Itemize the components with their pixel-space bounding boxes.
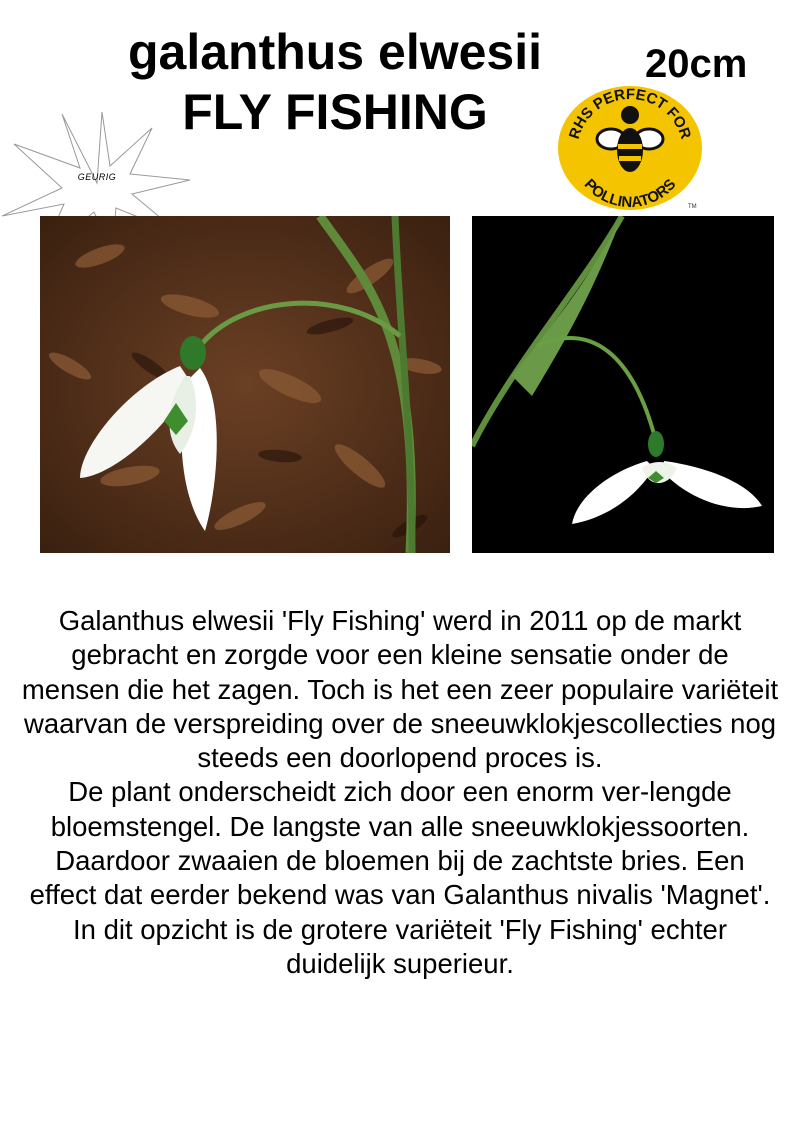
height-label: 20cm	[645, 42, 748, 86]
title-species: galanthus elwesii	[127, 24, 542, 80]
description	[20, 604, 780, 981]
description-paragraph-1: Galanthus elwesii 'Fly Fishing' werd in 2011 op de markt gebracht en zorgde voor een kleine sensatie onder de mensen die het zagen. Toch is het een zeer populaire variëteit waarvan de verspreiding over de sneeuwklokjescollecties nog steeds een doorlopend proces is.	[21, 605, 779, 774]
svg-text:POLLINATORS: POLLINATORS	[580, 175, 680, 212]
scent-label: GEURIG	[77, 172, 117, 182]
svg-text:TM: TM	[688, 204, 697, 210]
rhs-pollinator-badge	[555, 82, 705, 212]
title-cultivar: FLY FISHING	[182, 84, 488, 140]
svg-text:RHS PERFECT FOR: RHS PERFECT FOR	[565, 85, 695, 142]
photo-snowdrop-black	[472, 216, 774, 553]
photo-snowdrop-mulch	[40, 216, 450, 553]
description-paragraph-2: De plant onderscheidt zich door een enorm ver-lengde bloemstengel. De langste van alle sneeuwklokjessoorten. Daardoor zwaaien de bloemen bij de zachtste bries. Een effect dat eerder bekend was van Galanthus nivalis 'Magnet'. In dit opzicht is de grotere variëteit 'Fly Fishing' echter duidelijk superieur.	[29, 776, 771, 979]
